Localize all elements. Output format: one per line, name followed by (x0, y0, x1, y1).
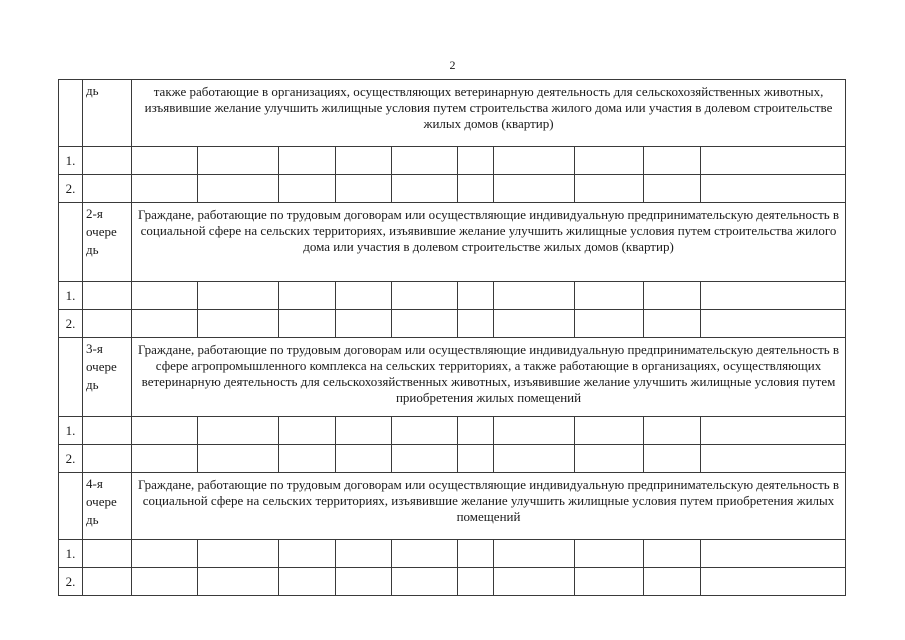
applicants-register-table (58, 79, 846, 596)
queue-label: 2-я очере дь (83, 203, 132, 282)
table-cell[interactable] (644, 147, 701, 175)
queue-header-row (59, 338, 846, 417)
table-cell[interactable] (644, 282, 701, 310)
table-cell[interactable] (198, 147, 279, 175)
table-cell[interactable] (132, 175, 198, 203)
table-cell[interactable] (458, 568, 494, 596)
table-cell[interactable] (458, 147, 494, 175)
table-cell[interactable] (83, 310, 132, 338)
table-cell[interactable] (336, 310, 392, 338)
row-number: 2. (59, 310, 83, 338)
table-cell[interactable] (132, 147, 198, 175)
table-cell[interactable] (336, 175, 392, 203)
table-cell[interactable] (392, 540, 458, 568)
table-cell[interactable] (132, 568, 198, 596)
table-row (59, 540, 846, 568)
table-cell[interactable] (701, 282, 846, 310)
queue-label: дь (83, 80, 132, 147)
table-row (59, 568, 846, 596)
table-cell[interactable] (279, 445, 336, 473)
table-cell[interactable] (458, 175, 494, 203)
table-cell[interactable] (83, 147, 132, 175)
index-cell (59, 80, 83, 147)
table-cell[interactable] (701, 175, 846, 203)
table-cell[interactable] (392, 568, 458, 596)
table-cell[interactable] (279, 175, 336, 203)
table-cell[interactable] (575, 445, 644, 473)
table-cell[interactable] (644, 175, 701, 203)
table-cell[interactable] (494, 445, 575, 473)
table-row (59, 282, 846, 310)
table-cell[interactable] (279, 417, 336, 445)
row-number: 1. (59, 417, 83, 445)
table-cell[interactable] (494, 282, 575, 310)
table-cell[interactable] (494, 175, 575, 203)
queue-label: 3-я очере дь (83, 338, 132, 417)
index-cell (59, 338, 83, 417)
row-number: 2. (59, 175, 83, 203)
row-number: 2. (59, 568, 83, 596)
row-number: 1. (59, 540, 83, 568)
table-cell[interactable] (494, 310, 575, 338)
table-cell[interactable] (458, 417, 494, 445)
table-cell[interactable] (198, 417, 279, 445)
table-cell[interactable] (83, 540, 132, 568)
category-description: Граждане, работающие по трудовым договорам или осуществляющие индивидуальную предпринимательскую деятельность в социальной сфере на сельских территориях, изъявившие желание улучшить жилищные условия путем приобретения жилых помещений (132, 473, 846, 540)
table-cell[interactable] (494, 147, 575, 175)
table-cell[interactable] (83, 445, 132, 473)
table-cell[interactable] (83, 175, 132, 203)
table-cell[interactable] (701, 568, 846, 596)
table-cell[interactable] (392, 445, 458, 473)
table-cell[interactable] (701, 310, 846, 338)
table-cell[interactable] (336, 445, 392, 473)
table-cell[interactable] (336, 540, 392, 568)
table-cell[interactable] (83, 568, 132, 596)
table-cell[interactable] (198, 175, 279, 203)
table-cell[interactable] (494, 417, 575, 445)
table-cell[interactable] (132, 445, 198, 473)
queue-label: 4-я очере дь (83, 473, 132, 540)
table-cell[interactable] (336, 147, 392, 175)
table-cell[interactable] (392, 175, 458, 203)
table-cell[interactable] (336, 417, 392, 445)
table-cell[interactable] (575, 540, 644, 568)
category-description: Граждане, работающие по трудовым договорам или осуществляющие индивидуальную предпринимательскую деятельность в сфере агропромышленного комплекса на сельских территориях, а также работающие в организациях, осуществляющих ветеринарную деятельность для сельскохозяйственных животных, изъявившие желание улучшить жилищные условия путем приобретения жилых помещений (132, 338, 846, 417)
table-cell[interactable] (392, 147, 458, 175)
page-number: 2 (449, 58, 456, 72)
table-cell[interactable] (198, 540, 279, 568)
table-cell[interactable] (279, 568, 336, 596)
table-row (59, 310, 846, 338)
table-cell[interactable] (132, 540, 198, 568)
table-cell[interactable] (198, 282, 279, 310)
table-cell[interactable] (392, 417, 458, 445)
table-cell[interactable] (83, 282, 132, 310)
table-cell[interactable] (701, 540, 846, 568)
table-cell[interactable] (575, 175, 644, 203)
queue-header-row (59, 473, 846, 540)
table-row (59, 175, 846, 203)
table-row (59, 417, 846, 445)
table-cell[interactable] (458, 310, 494, 338)
table-cell[interactable] (644, 417, 701, 445)
table-cell[interactable] (279, 147, 336, 175)
queue-header-row (59, 80, 846, 147)
index-cell (59, 203, 83, 282)
table-cell[interactable] (494, 540, 575, 568)
queue-header-row (59, 203, 846, 282)
table-cell[interactable] (132, 282, 198, 310)
table-cell[interactable] (336, 282, 392, 310)
table-cell[interactable] (336, 568, 392, 596)
table-cell[interactable] (279, 540, 336, 568)
table-cell[interactable] (701, 417, 846, 445)
table-cell[interactable] (279, 310, 336, 338)
table-cell[interactable] (575, 568, 644, 596)
table-cell[interactable] (279, 282, 336, 310)
table-cell[interactable] (392, 282, 458, 310)
table-cell[interactable] (575, 417, 644, 445)
table-cell[interactable] (644, 568, 701, 596)
table-cell[interactable] (132, 310, 198, 338)
table-cell[interactable] (458, 540, 494, 568)
row-number: 1. (59, 147, 83, 175)
table-cell[interactable] (701, 147, 846, 175)
row-number: 2. (59, 445, 83, 473)
table-cell[interactable] (83, 417, 132, 445)
table-cell[interactable] (494, 568, 575, 596)
table-cell[interactable] (132, 417, 198, 445)
table-cell[interactable] (575, 282, 644, 310)
table-cell[interactable] (575, 310, 644, 338)
table-cell[interactable] (198, 310, 279, 338)
index-cell (59, 473, 83, 540)
table-cell[interactable] (198, 445, 279, 473)
row-number: 1. (59, 282, 83, 310)
table-cell[interactable] (701, 445, 846, 473)
table-cell[interactable] (458, 282, 494, 310)
category-description: Граждане, работающие по трудовым договорам или осуществляющие индивидуальную предпринимательскую деятельность в социальной сфере на сельских территориях, изъявившие желание улучшить жилищные условия путем строительства жилого дома или участия в долевом строительстве жилых домов (квартир) (132, 203, 846, 282)
table-row (59, 445, 846, 473)
table-cell[interactable] (458, 445, 494, 473)
table-cell[interactable] (198, 568, 279, 596)
table-cell[interactable] (392, 310, 458, 338)
table-row (59, 147, 846, 175)
table-cell[interactable] (644, 310, 701, 338)
table-cell[interactable] (644, 540, 701, 568)
table-cell[interactable] (644, 445, 701, 473)
table-cell[interactable] (575, 147, 644, 175)
category-description: также работающие в организациях, осуществляющих ветеринарную деятельность для сельскохозяйственных животных, изъявившие желание улучшить жилищные условия путем строительства жилого дома или участия в долевом строительстве жилых домов (квартир) (132, 80, 846, 147)
